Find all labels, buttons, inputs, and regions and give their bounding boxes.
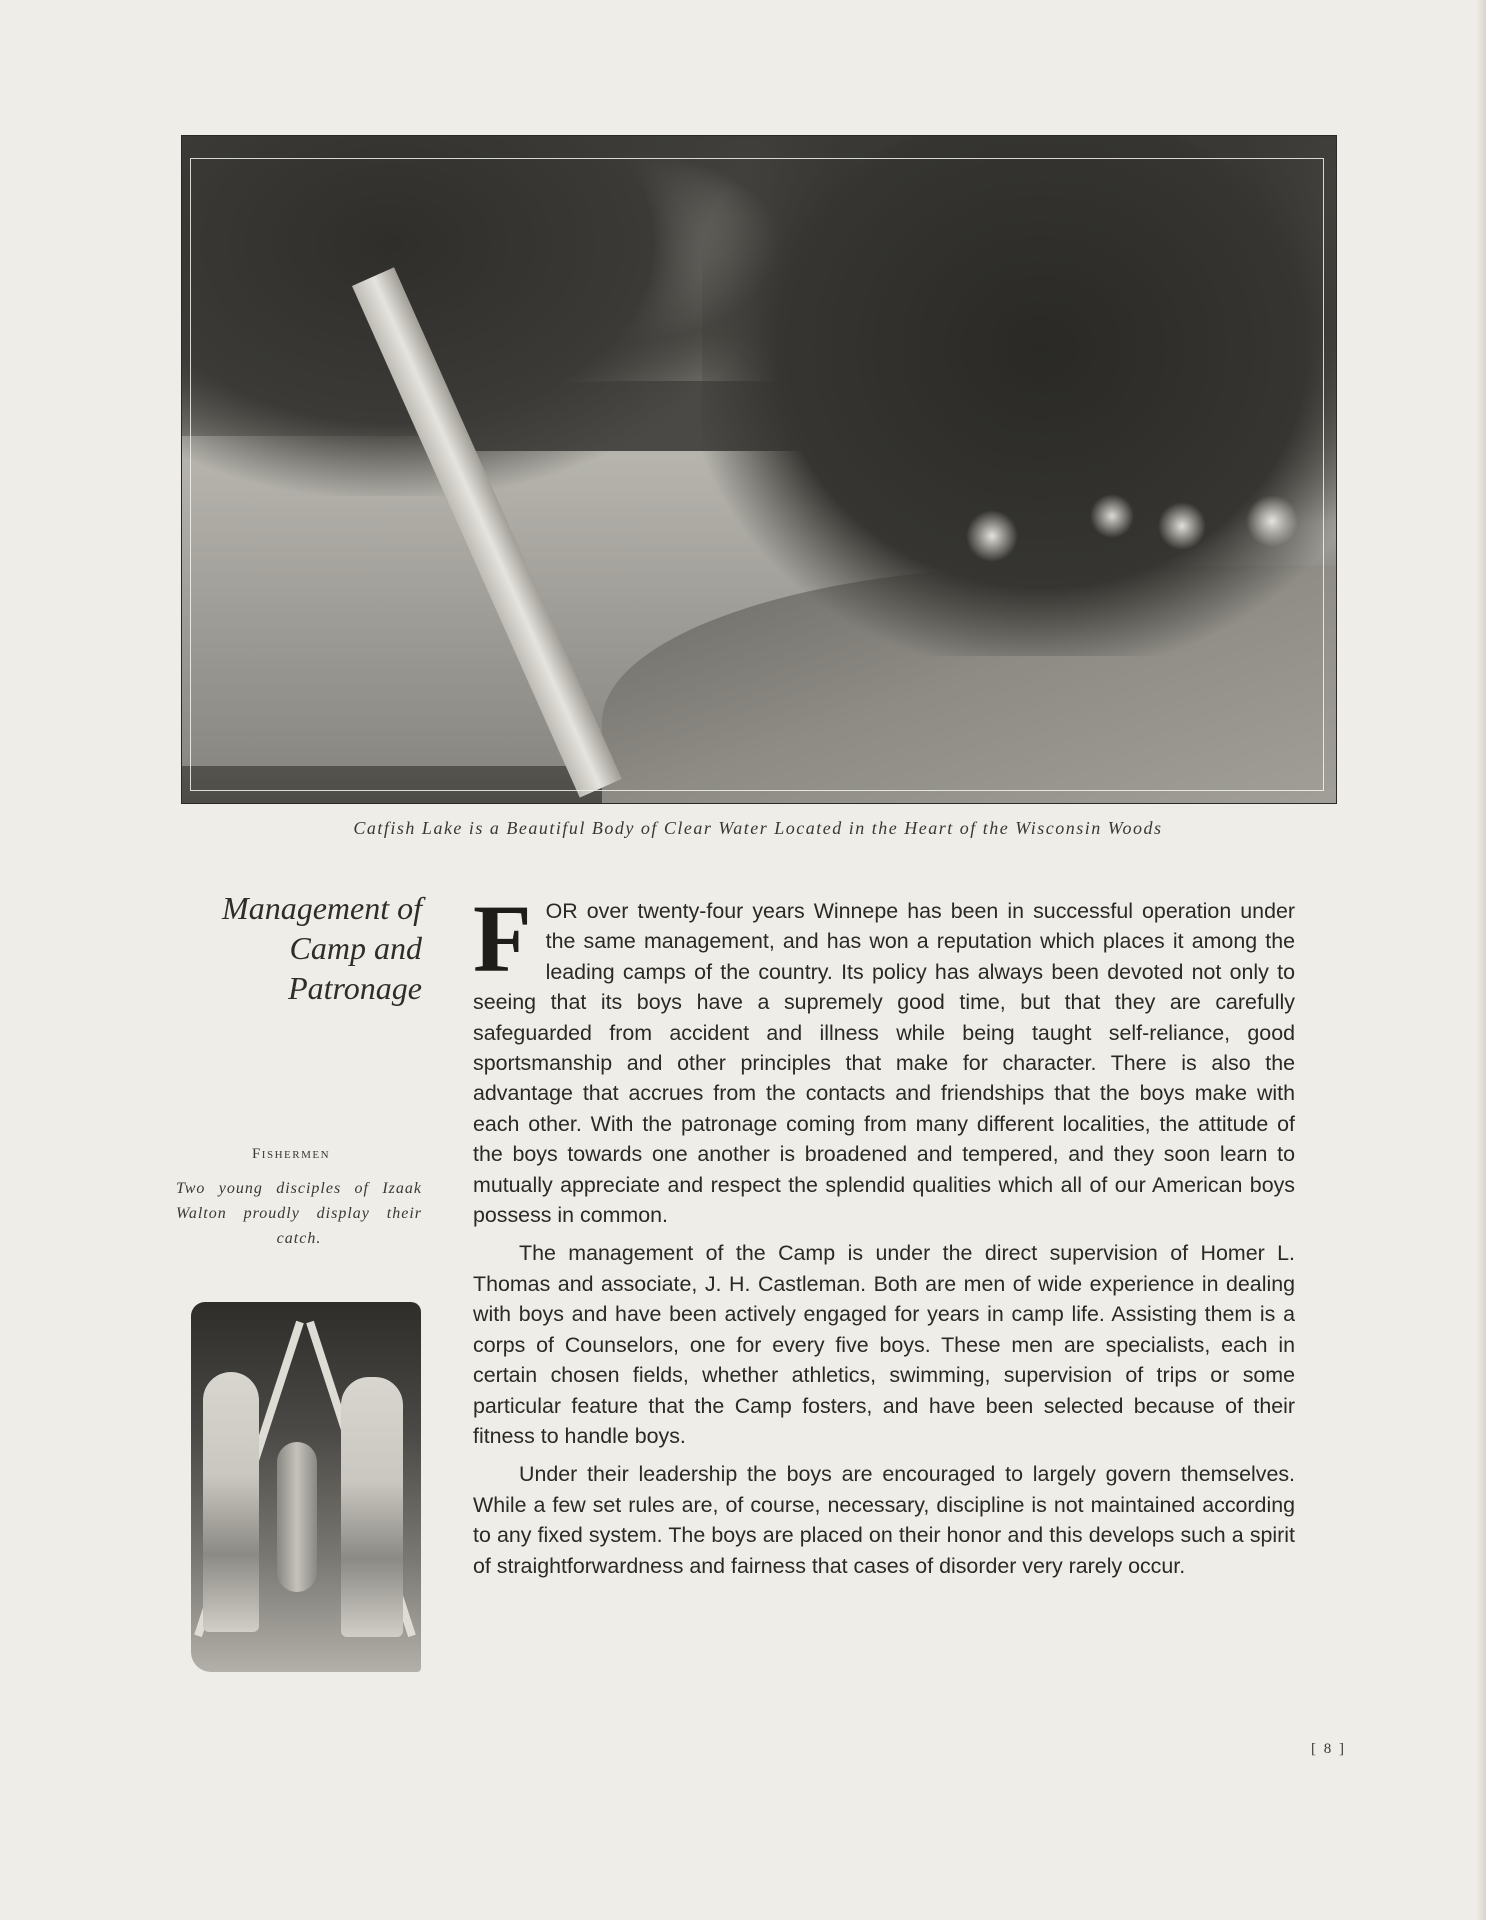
boy-right bbox=[341, 1377, 403, 1637]
paragraph-3: Under their leadership the boys are encouraged to largely govern themselves. While a few set rules are, of course, necessary, discipline is not maintained according to any fixed system. The boys are placed on their honor and this develops such a spirit of straightforwardness and fairness that cases of disorder very rarely occur. bbox=[473, 1462, 1295, 1578]
boy-left bbox=[203, 1372, 259, 1632]
lake-photo-caption: Catfish Lake is a Beautiful Body of Clear Water Located in the Heart of the Wisconsin Woods bbox=[353, 818, 1163, 838]
lake-photograph bbox=[181, 135, 1337, 804]
fishermen-photograph bbox=[191, 1302, 421, 1672]
page-edge-shadow bbox=[1476, 0, 1486, 1920]
heading-line-3: Patronage bbox=[288, 970, 422, 1006]
section-heading bbox=[160, 888, 422, 1008]
paragraph-1 bbox=[473, 885, 1295, 1230]
heading-line-1: Management of bbox=[222, 890, 422, 926]
drop-cap: F bbox=[473, 885, 532, 992]
page-number: [ 8 ] bbox=[1311, 1741, 1346, 1757]
fishermen-title: Fishermen bbox=[251, 1146, 331, 1162]
paragraph-2: The management of the Camp is under the direct supervision of Homer L. Thomas and associate, J. H. Castleman. Both are men of wide experience in dealing with boys and have been actively engaged for years in camp life. Assisting them is a corps of Counselors, one for every five boys. These men are specialists, each in certain chosen fields, whether athletics, swimming, supervision of trips or some particular feature that the Camp fosters, and have been selected because of their fitness to handle boys. bbox=[473, 1241, 1295, 1448]
heading-line-2: Camp and bbox=[289, 930, 422, 966]
body-text bbox=[473, 885, 1295, 1581]
caught-fish bbox=[277, 1442, 317, 1592]
photo-inner-frame bbox=[190, 158, 1324, 791]
paragraph-1-text: OR over twenty-four years Winnepe has been in successful operation under the same management, and has won a reputation which places it among the leading camps of the country. Its policy has always been devoted not only to seeing that its boys have a supremely good time, but that they are carefully safeguarded from accident and illness while being taught self-reliance, good sportsmanship and other principles that make for character. There is also the advantage that accrues from the contacts and friendships that the boys make with each other. With the patronage coming from many different localities, the attitude of the boys towards one another is broadened and tempered, and they soon learn to mutually appreciate and respect the splendid qualities which all of our American boys possess in common. bbox=[473, 899, 1295, 1228]
fishermen-caption: Two young disciples of Izaak Walton proudly display their catch. bbox=[176, 1180, 422, 1247]
